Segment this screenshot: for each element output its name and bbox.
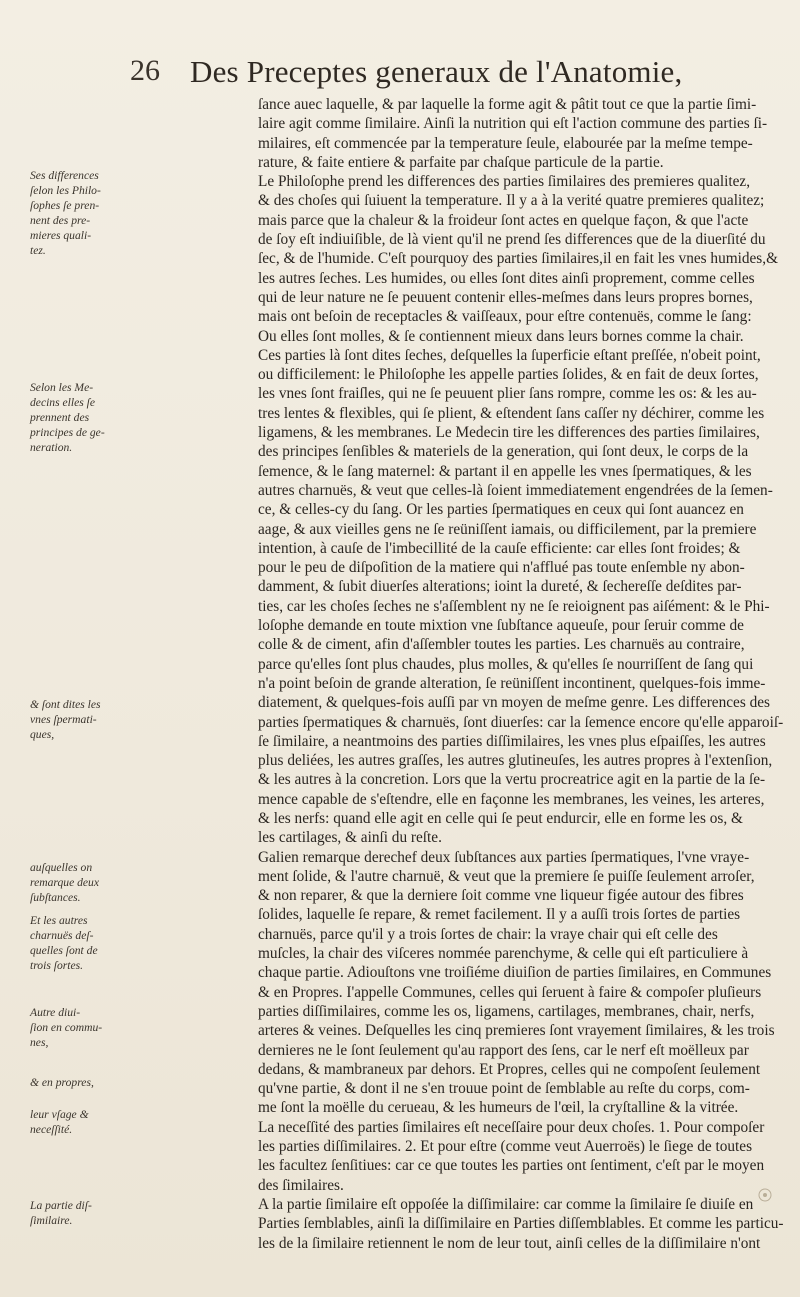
text-line: arteres & veines. Deſquelles les cinq premieres ſont vrayement ſimilaires, & les trois (258, 1022, 775, 1040)
text-line: Ou elles ſont molles, & ſe contiennent mieux dans leurs bornes comme la chair. (258, 327, 744, 345)
margin-note (30, 168, 152, 258)
margin-note-line: & en propres, (30, 1076, 94, 1089)
margin-note-line: charnuës deſ- (30, 929, 94, 942)
text-line: ties, car les choſes ſeches ne s'aſſemblent ny ne ſe reioignent pas aiſément: & le Phi- (258, 597, 770, 615)
margin-note (30, 913, 152, 973)
text-line: mais ont beſoin de receptacles & vaiſſeaux, pour eſtre contenuës, comme le ſang: (258, 308, 752, 326)
text-line: autres charnuës, & veut que celles-là ſoient immediatement engendrées de la ſemen- (258, 481, 773, 499)
text-line: aage, & aux vieilles gens ne ſe reüniſſent iamais, ou difficilement, par la premiere (258, 520, 757, 538)
text-line: pour le peu de diſpoſition de la matiere qui n'afflué pas toute enſemble ny abon- (258, 559, 745, 577)
margin-note-line: principes de ge- (30, 426, 105, 439)
text-line: me ſont la moëlle du cerueau, & les humeurs de l'œil, la cryſtalline & la vitrée. (258, 1099, 739, 1117)
page-number: 26 (130, 54, 160, 87)
running-title: Des Preceptes generaux de l'Anatomie, (190, 54, 683, 89)
text-line: les de la ſimilaire retiennent le nom de leur tout, ainſi celles de la diſſimilaire n'ont (258, 1234, 761, 1252)
margin-note-line: prennent des (30, 411, 90, 424)
text-line: les cartilages, & ainſi du reſte. (258, 829, 442, 847)
margin-note-line: ſophes ſe pren- (30, 199, 100, 212)
margin-note-line: quelles ſont de (30, 944, 98, 957)
text-line: plus deliées, les autres graſſes, les autres glutineuſes, les autres propres à l'extenſion, (258, 752, 773, 770)
text-line: ſolides, laquelle ſe repare, & remet facilement. Il y a auſſi trois ſortes de parties (258, 906, 741, 924)
text-line: Galien remarque derechef deux ſubſtances aux parties ſpermatiques, l'vne vraye- (258, 848, 750, 866)
text-line: ſec, & de l'humide. C'eſt pourquoy des parties ſimilaires,il en fait les vnes humides,& (258, 250, 778, 268)
text-line: ſance auec laquelle, & par laquelle la forme agit & pâtit tout ce que la partie ſimi- (258, 96, 757, 113)
text-line: qu'vne partie, & dont il ne s'en trouue point de ſemblable au reſte du corps, com- (258, 1080, 750, 1098)
main-text-block (258, 95, 792, 1253)
margin-note-line: Autre diui- (30, 1006, 81, 1019)
margin-note-line: ſimilaire. (30, 1214, 73, 1227)
text-line: dedans, & mambraneux par dehors. Et Propres, celles qui ne compoſent ſeulement (258, 1060, 761, 1078)
text-line: de ſoy eſt indiuiſible, de là vient qu'il ne prend ſes differences que de la diuerſité du (258, 231, 766, 249)
text-line: damment, & ſubit diuerſes alterations; ioint la dureté, & ſechereſſe deſdites par- (258, 578, 742, 596)
text-line: & les autres à la concretion. Lors que la vertu procreatrice agit en la partie de la ſe- (258, 771, 766, 789)
text-line: des principes ſenſibles & materiels de la generation, qui ſont deux, le corps de la (258, 443, 749, 461)
text-line: parties diſſimilaires, comme les os, ligamens, cartilages, membranes, chair, nerfs, (258, 1002, 755, 1020)
text-line: tres lentes & flexibles, qui ſe plient, & eſtendent ſans caſſer ny déchirer, comme les (258, 404, 765, 422)
text-line: colle & de ciment, afin d'aſſembler toutes les parties. Les charnuës au contraire, (258, 636, 745, 654)
text-line: Le Philoſophe prend les differences des parties ſimilaires des premieres qualitez, (258, 173, 751, 191)
text-line: n'a point beſoin de grande alteration, ſe reüniſſent incontinent, quelques-fois imme- (258, 674, 766, 692)
margin-note-line: auſquelles on (30, 861, 93, 874)
margin-note (30, 1107, 152, 1137)
margin-note (30, 380, 152, 455)
margin-note-line: trois ſortes. (30, 959, 84, 972)
text-line: chaque partie. Adiouſtons vne troiſiéme diuiſion de parties ſimilaires, en Communes (258, 964, 772, 982)
margin-note-line: neration. (30, 441, 73, 454)
margin-note-line: vnes ſpermati- (30, 713, 97, 726)
text-line: intention, à cauſe de l'imbecillité de la cauſe efficiente: car elles ſont froides; & (258, 539, 741, 557)
text-line: qui de leur nature ne ſe peuuent contenir elles-meſmes dans leurs propres bornes, (258, 288, 753, 306)
text-line: muſcles, la chair des viſceres nommée parenchyme, & celle qui eſt particuliere à (258, 945, 749, 963)
margin-note-line: Et les autres (30, 914, 88, 927)
margin-note-line: mieres quali- (30, 229, 92, 242)
text-line: ligamens, & les membranes. Le Medecin tire les differences des parties ſimilaires, (258, 424, 760, 442)
text-line: & les nerfs: quand elle agit en celle qui ſe peut endurcir, elle en forme les os, & (258, 809, 743, 827)
text-line: ſemence, & le ſang maternel: & partant il en appelle les vnes ſpermatiques, & les (258, 462, 752, 480)
text-line: & en Propres. I'appelle Communes, celles qui ſeruent à faire & compoſer pluſieurs (258, 983, 762, 1001)
text-line: Ces parties là ſont dites ſeches, deſquelles la ſuperficie eſtant preſſée, n'obeit point, (258, 346, 761, 364)
text-line: des ſimilaires. (258, 1176, 344, 1194)
margin-note-line: Ses differences (30, 169, 99, 182)
text-line: ou difficilement: le Philoſophe les appelle parties ſolides, & en fait de deux ſortes, (258, 366, 759, 384)
text-line: parties ſpermatiques & charnuës, ſont diuerſes: car la ſemence encore qu'elle apparoiſ- (258, 713, 784, 731)
text-line: rature, & faite entiere & parfaite par chaſque particule de la partie. (258, 153, 664, 171)
running-header (130, 54, 780, 98)
margin-note (30, 1005, 152, 1050)
margin-note-line: & ſont dites les (30, 698, 101, 711)
text-line: parce qu'elles ſont plus chaudes, plus molles, & qu'elles ſe nourriſſent de ſang qui (258, 655, 754, 673)
text-line: Parties ſemblables, ainſi la diſſimilaire en Parties diſſemblables. Et comme les particu- (258, 1215, 784, 1233)
text-line: & non reparer, & que la derniere ſoit comme vne liqueur figée autour des fibres (258, 887, 744, 905)
text-line: mais parce que la chaleur & la froideur ſont actes en quelque façon, & que l'acte (258, 211, 749, 229)
text-line: les facultez ſenſitiues: car ce que toutes les parties ont ſentiment, c'eſt par le moyen (258, 1157, 765, 1175)
text-line: & des choſes qui ſuiuent la temperature. Il y a à la verité quatre premieres qualitez; (258, 192, 765, 210)
text-line: les parties diſſimilaires. 2. Et pour eſtre (comme veut Auerroës) le ſiege de toutes (258, 1138, 753, 1156)
margin-note-line: ques, (30, 728, 55, 741)
margin-note (30, 1075, 152, 1090)
text-line: les autres ſeches. Les humides, ou elles ſont dites ainſi proprement, comme celles (258, 269, 755, 287)
text-line: charnuës, parce qu'il y a trois ſortes de chair: la vraye chair qui eſt celle des (258, 925, 718, 943)
margin-note-line: nes, (30, 1036, 49, 1049)
text-line: ce, & celles-cy du ſang. Or les parties ſpermatiques en ceux qui ſont auancez en (258, 501, 744, 519)
margin-note-line: ſion en commu- (30, 1021, 103, 1034)
text-line: loſophe demande en toute mixtion vne ſubſtance aqueuſe, pour ſeruir comme de (258, 617, 744, 635)
text-line: milaires, eſt commencée par la temperature ſeule, elabourée par la meſme tempe- (258, 134, 753, 152)
margin-note (30, 860, 152, 905)
margin-note-line: decins elles ſe (30, 396, 96, 409)
margin-note-line: Selon les Me- (30, 381, 94, 394)
margin-note-line: La partie diſ- (30, 1199, 92, 1212)
text-line: laire agit comme ſimilaire. Ainſi la nutrition qui eſt l'action commune des parties ſi- (258, 115, 768, 133)
text-line: les vnes ſont fraiſles, qui ne ſe peuuent plier ſans rompre, comme les os: & les au- (258, 385, 757, 403)
margin-note-line: ſubſtances. (30, 891, 81, 904)
margin-note-line: remarque deux (30, 876, 100, 889)
margin-note-line: nent des pre- (30, 214, 91, 227)
text-line: mence capable de s'eſtendre, elle en façonne les membranes, les veines, les arteres, (258, 790, 765, 808)
text-line: dernieres ne le ſont ſeulement qu'au rapport des ſens, car le nerf eſt moëlleux par (258, 1041, 749, 1059)
text-line: ment ſolide, & l'autre charnuë, & veut que la premiere ſe puiſſe ſeulement arroſer, (258, 867, 755, 885)
printer-ornament-icon (750, 1180, 780, 1210)
margin-note-line: neceſſité. (30, 1123, 73, 1136)
margin-note (30, 1198, 152, 1228)
margin-note-line: leur vſage & (30, 1108, 89, 1121)
text-line: La neceſſité des parties ſimilaires eſt neceſſaire pour deux choſes. 1. Pour compoſer (258, 1118, 765, 1136)
text-line: A la partie ſimilaire eſt oppoſée la diſſimilaire: car comme la ſimilaire ſe diuiſe en (258, 1195, 754, 1213)
text-line: ſe ſimilaire, a neantmoins des parties diſſimilaires, les vnes plus eſpaiſſes, les autres (258, 732, 766, 750)
margin-note-line: ſelon les Philo- (30, 184, 101, 197)
margin-note-line: tez. (30, 244, 46, 257)
text-line: diatement, & quelques-fois auſſi par vn moyen de meſme genre. Les differences des (258, 694, 770, 712)
margin-note (30, 697, 152, 742)
